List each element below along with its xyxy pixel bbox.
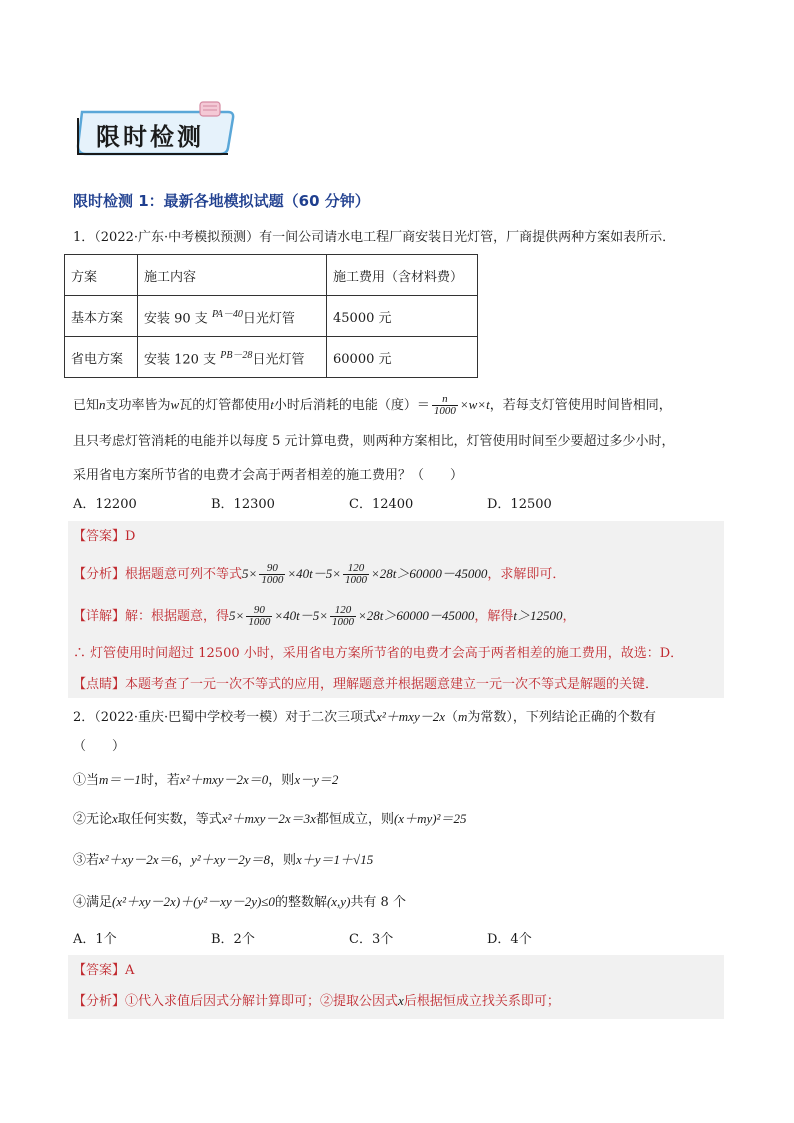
expr: ×28t＞60000－45000 xyxy=(370,566,488,581)
table-header-cell: 施工内容 xyxy=(138,255,327,296)
frac-num: n xyxy=(442,393,448,405)
fraction xyxy=(432,394,458,417)
text-seg: ，解得 xyxy=(474,609,514,624)
table-cell-content xyxy=(138,337,327,378)
answer-label: 【答案】 xyxy=(73,963,126,978)
text-seg: ，则 xyxy=(268,773,295,788)
text-seg: ②无论 xyxy=(73,812,113,827)
expr: m＝－1 xyxy=(99,772,141,787)
q1-paragraph-3: 采用省电方案所节省的电费才会高于两者相差的施工费用？（ ） xyxy=(73,468,464,483)
option-a: A．1个 xyxy=(73,932,117,947)
table-cell-content xyxy=(138,296,327,337)
table-header-cell: 方案 xyxy=(65,255,138,296)
option-b: B．2个 xyxy=(211,932,255,947)
conclusion-line: ∴ 灯管使用时间超过 12500 小时，采用省电方案所节省的电费才会高于两者相差的施工费用，故选：D． xyxy=(73,646,684,661)
expr: x＋y＝1＋√15 xyxy=(296,852,374,867)
plan-table xyxy=(64,254,478,378)
statement-2 xyxy=(73,809,466,830)
q1-paragraph-2: 且只考虑灯管消耗的电能并以每度 5 元计算电费，则两种方案相比，灯管使用时间至少要超过多少小时， xyxy=(73,434,675,449)
fraction xyxy=(259,563,285,586)
table-cell-cost: 45000 元 xyxy=(327,296,478,337)
frac-num: 120 xyxy=(347,562,365,574)
comment-label: 【点睛】 xyxy=(73,677,126,692)
analysis-line xyxy=(73,991,560,1012)
expr: (x²＋xy－2x)＋(y²－xy－2y)≤0 xyxy=(112,894,275,909)
statement-4 xyxy=(73,892,406,913)
text-seg: 已知 xyxy=(73,398,100,413)
expr: x²＋mxy－2x xyxy=(376,709,445,724)
statement-3 xyxy=(73,850,373,871)
content-suffix: 日光灯管 xyxy=(242,311,295,327)
q1-solution xyxy=(68,521,724,698)
answer-value: A xyxy=(125,963,135,978)
expr: 5× xyxy=(229,608,245,623)
answer-line xyxy=(73,527,135,547)
detail-line xyxy=(73,601,576,632)
option-c: C．3个 xyxy=(349,932,394,947)
table-cell-plan: 省电方案 xyxy=(65,337,138,378)
table-cell-plan: 基本方案 xyxy=(65,296,138,337)
option-d: D．4个 xyxy=(487,932,532,947)
frac-den: 1000 xyxy=(344,574,367,586)
text-seg: 的整数解 xyxy=(274,895,327,910)
var-x: x xyxy=(112,811,118,826)
expr: ×w×t xyxy=(459,397,490,412)
table-row xyxy=(65,296,478,337)
expr: x²＋mxy－2x＝0 xyxy=(179,772,269,787)
comment-text: 本题考查了一元一次不等式的应用，理解题意并根据题意建立一元一次不等式是解题的关键． xyxy=(125,677,659,692)
content-suffix: 日光灯管 xyxy=(252,352,305,368)
text-seg: 2．（2022·重庆·巴蜀中学校考一模）对于二次三项式 xyxy=(73,710,377,725)
lamp-model: PB－28 xyxy=(220,350,253,362)
text-seg: ③若 xyxy=(73,853,100,868)
var-x: x xyxy=(398,993,404,1008)
frac-den: 1000 xyxy=(331,616,354,628)
lamp-model: PA－40 xyxy=(211,309,243,321)
text-seg: 根据题意可列不等式 xyxy=(125,567,243,582)
frac-den: 1000 xyxy=(261,574,284,586)
expr: ×40t－5× xyxy=(287,566,341,581)
q2-paren: （ ） xyxy=(73,739,126,754)
answer-line xyxy=(73,961,134,981)
frac-den: 1000 xyxy=(433,405,456,417)
q2-solution xyxy=(68,955,724,1019)
content-prefix: 安装 120 支 xyxy=(144,352,217,368)
section-title: 限时检测 1：最新各地模拟试题（60 分钟） xyxy=(73,192,370,210)
table-row xyxy=(65,337,478,378)
badge-title: 限时检测 xyxy=(96,123,204,151)
text-seg: ①当 xyxy=(73,773,100,788)
analysis-line xyxy=(73,559,565,590)
table-header-row xyxy=(65,255,478,296)
text-seg: 共有 8 个 xyxy=(350,895,406,910)
expr: 5× xyxy=(242,566,258,581)
fraction xyxy=(246,605,272,628)
text-seg: 为常数），下列结论正确的个数有 xyxy=(467,710,656,725)
var-m: m xyxy=(458,709,468,724)
text-seg: 后根据恒成立找关系即可； xyxy=(403,994,560,1009)
analysis-label: 【分析】 xyxy=(73,994,126,1009)
text-seg: ， xyxy=(178,853,192,868)
option-b: B．12300 xyxy=(211,497,275,512)
text-seg: ，则 xyxy=(270,853,297,868)
expr: ×40t－5× xyxy=(274,608,328,623)
q1-stem: 1．（2022·广东·中考模拟预测）有一间公司请水电工程厂商安装日光灯管，厂商提供两种方案如表所示． xyxy=(73,230,676,245)
table-header-cell: 施工费用（含材料费） xyxy=(327,255,478,296)
text-seg: （ xyxy=(445,710,459,725)
table-cell-cost: 60000 元 xyxy=(327,337,478,378)
answer-label: 【答案】 xyxy=(73,529,126,544)
var-n: n xyxy=(99,397,106,412)
expr: x－y＝2 xyxy=(294,772,339,787)
text-seg: 解：根据题意，得 xyxy=(125,609,230,624)
frac-den: 1000 xyxy=(248,616,271,628)
var-t: t xyxy=(270,397,274,412)
text-seg: 都恒成立，则 xyxy=(315,812,394,827)
option-c: C．12400 xyxy=(349,497,414,512)
option-d: D．12500 xyxy=(487,497,552,512)
text-seg: 时，若 xyxy=(140,773,180,788)
text-seg: 支功率皆为 xyxy=(105,398,171,413)
frac-num: 90 xyxy=(253,604,265,616)
q2-stem xyxy=(73,707,656,728)
option-a: A．12200 xyxy=(73,497,137,512)
text-seg: ，若每支灯管使用时间皆相同， xyxy=(489,398,672,413)
statement-1 xyxy=(73,770,338,791)
var-w: w xyxy=(170,397,180,412)
answer-value: D xyxy=(125,529,136,544)
text-seg: ，求解即可． xyxy=(487,567,566,582)
expr: (x,y) xyxy=(326,894,351,909)
fraction xyxy=(343,563,369,586)
analysis-label: 【分析】 xyxy=(73,567,126,582)
frac-num: 120 xyxy=(334,604,352,616)
text-seg: ④满足 xyxy=(73,895,113,910)
expr: ×28t＞60000－45000 xyxy=(357,608,475,623)
text-seg: 瓦的灯管都使用 xyxy=(179,398,271,413)
expr: y²＋xy－2y＝8 xyxy=(191,852,270,867)
comment-line xyxy=(73,675,658,695)
expr: t＞12500 xyxy=(513,608,563,623)
expr: (x＋my)²＝25 xyxy=(393,811,467,826)
detail-label: 【详解】 xyxy=(73,609,126,624)
expr: x²＋xy－2x＝6 xyxy=(99,852,178,867)
text-seg: ①代入求值后因式分解计算即可；②提取公因式 xyxy=(125,994,399,1009)
frac-num: 90 xyxy=(266,562,278,574)
q1-paragraph-1 xyxy=(73,392,672,419)
header-badge xyxy=(68,100,238,160)
content-prefix: 安装 90 支 xyxy=(144,311,208,327)
text-seg: 取任何实数，等式 xyxy=(117,812,222,827)
text-seg: ， xyxy=(562,609,576,624)
fraction xyxy=(330,605,356,628)
text-seg: 小时后消耗的电能（度）＝ xyxy=(273,398,430,413)
expr: x²＋mxy－2x＝3x xyxy=(221,811,316,826)
